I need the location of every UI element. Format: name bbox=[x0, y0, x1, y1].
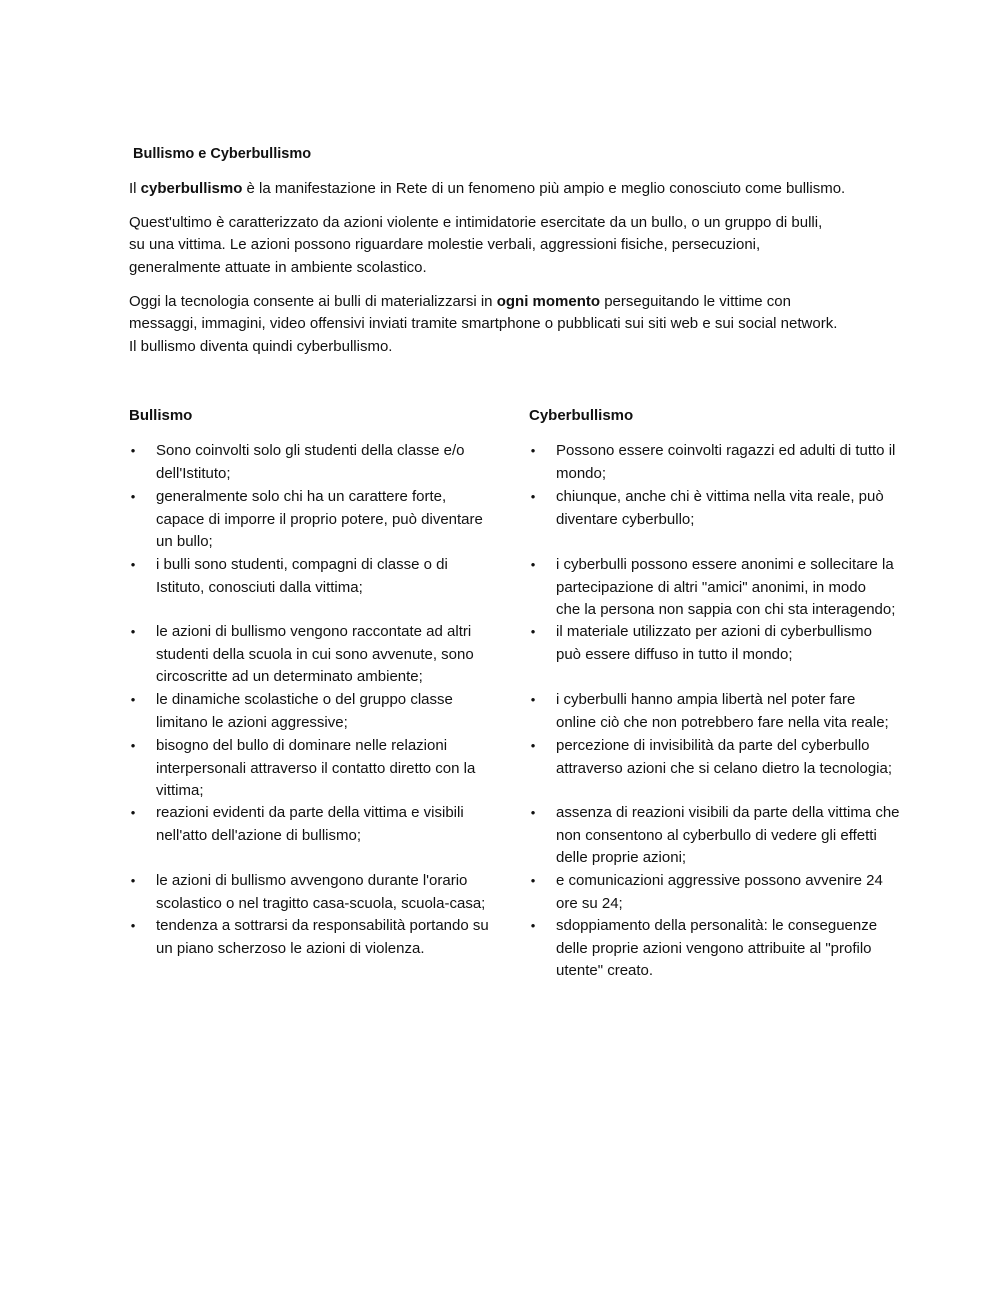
list-item-line: le dinamiche scolastiche o del gruppo classe bbox=[156, 691, 453, 708]
paragraph-line: Quest'ultimo è caratterizzato da azioni violente e intimidatorie esercitate da un bullo, o un gruppo di bulli, bbox=[129, 214, 823, 231]
bullet-icon: • bbox=[130, 738, 136, 753]
bullet-icon: • bbox=[530, 805, 536, 820]
text-run: Oggi la tecnologia consente ai bulli di materializzarsi in bbox=[129, 293, 497, 310]
list-item-line: Sono coinvolti solo gli studenti della classe e/o bbox=[156, 442, 465, 459]
list-item-text bbox=[556, 735, 892, 780]
list-item-line: limitano le azioni aggressive; bbox=[156, 713, 348, 731]
list-item-line: e comunicazioni aggressive possono avvenire 24 bbox=[556, 872, 883, 889]
list-item-line: bisogno del bullo di dominare nelle relazioni bbox=[156, 737, 448, 754]
bullet-icon: • bbox=[530, 624, 536, 639]
list-item-text bbox=[556, 802, 900, 870]
bullet-icon: • bbox=[530, 738, 536, 753]
list-item-text bbox=[556, 870, 883, 915]
bullet-icon: • bbox=[530, 489, 536, 504]
list-item-line: utente" creato. bbox=[556, 962, 654, 979]
list-item-line: le azioni di bullismo vengono raccontate ad altri bbox=[156, 623, 472, 640]
bullet-icon: • bbox=[530, 692, 536, 707]
list-item-line: vittima; bbox=[156, 782, 204, 799]
list-item-line: attraverso azioni che si celano dietro la tecnologia; bbox=[556, 759, 893, 777]
list-item-text bbox=[156, 486, 483, 554]
bold-term-cyberbullismo: cyberbullismo bbox=[140, 180, 243, 197]
bullet-icon: • bbox=[530, 918, 536, 933]
list-item-text bbox=[556, 486, 884, 531]
list-item-line: i bulli sono studenti, compagni di classe o di bbox=[156, 556, 448, 573]
list-item-line: dell'Istituto; bbox=[156, 464, 231, 482]
bullismo-heading: Bullismo bbox=[129, 407, 193, 424]
list-item-line: Istituto, conosciuti dalla vittima; bbox=[156, 578, 363, 596]
list-item-text bbox=[156, 554, 448, 599]
list-item-line: circoscritte ad un determinato ambiente; bbox=[156, 668, 423, 685]
list-item-line: assenza di reazioni visibili da parte della vittima che bbox=[556, 804, 900, 821]
bullet-icon: • bbox=[530, 443, 536, 458]
list-item-text bbox=[156, 621, 474, 689]
text-run: perseguitando le vittime con bbox=[600, 293, 791, 310]
paragraph-line bbox=[129, 291, 889, 313]
bullet-icon: • bbox=[130, 918, 136, 933]
list-item-line: Possono essere coinvolti ragazzi ed adulti di tutto il bbox=[556, 442, 896, 459]
list-item-text bbox=[156, 735, 475, 803]
list-item-text bbox=[556, 689, 889, 734]
list-item-text bbox=[156, 915, 489, 960]
list-item-line: il materiale utilizzato per azioni di cyberbullismo bbox=[556, 623, 872, 640]
bullet-icon: • bbox=[530, 873, 536, 888]
paragraph-line: generalmente attuate in ambiente scolastico. bbox=[129, 258, 427, 276]
text-run: è la manifestazione in Rete di un fenomeno più ampio e meglio conosciuto come bullismo. bbox=[242, 180, 846, 197]
list-item-text bbox=[156, 870, 485, 915]
bullet-icon: • bbox=[130, 489, 136, 504]
list-item-line: percezione di invisibilità da parte del cyberbullo bbox=[556, 737, 870, 754]
bullet-icon: • bbox=[130, 805, 136, 820]
bullet-icon: • bbox=[130, 443, 136, 458]
list-item-line: un bullo; bbox=[156, 533, 213, 550]
list-item-line: delle proprie azioni vengono attribuite al "profilo bbox=[556, 939, 872, 957]
list-item-line: sdoppiamento della personalità: le conseguenze bbox=[556, 917, 878, 934]
list-item-line: che la persona non sappia con chi sta interagendo; bbox=[556, 601, 896, 618]
bold-term-ogni-momento: ogni momento bbox=[496, 293, 601, 310]
intro-paragraph-3 bbox=[129, 291, 889, 358]
list-item-line: i cyberbulli hanno ampia libertà nel poter fare bbox=[556, 691, 856, 708]
bullet-icon: • bbox=[130, 873, 136, 888]
list-item-line: reazioni evidenti da parte della vittima e visibili bbox=[156, 804, 464, 821]
list-item-text bbox=[156, 802, 464, 847]
list-item-line: mondo; bbox=[556, 464, 607, 482]
list-item-line: online ciò che non potrebbero fare nella vita reale; bbox=[556, 713, 889, 731]
bullet-icon: • bbox=[130, 692, 136, 707]
intro-paragraph-1 bbox=[129, 178, 889, 200]
list-item-line: diventare cyberbullo; bbox=[556, 510, 695, 528]
cyberbullismo-heading: Cyberbullismo bbox=[529, 407, 634, 424]
list-item-line: può essere diffuso in tutto il mondo; bbox=[556, 645, 793, 663]
list-item-line: scolastico o nel tragitto casa-scuola, scuola-casa; bbox=[156, 894, 486, 912]
bullet-icon: • bbox=[130, 557, 136, 572]
list-item-line: un piano scherzoso le azioni di violenza. bbox=[156, 939, 425, 957]
list-item-line: interpersonali attraverso il contatto diretto con la bbox=[156, 759, 476, 777]
list-item-line: capace di imporre il proprio potere, può diventare bbox=[156, 510, 483, 528]
list-item-text bbox=[556, 554, 895, 622]
list-item-line: delle proprie azioni; bbox=[556, 849, 687, 866]
list-item-line: studenti della scuola in cui sono avvenute, sono bbox=[156, 645, 474, 663]
list-item-line: le azioni di bullismo avvengono durante l'orario bbox=[156, 872, 468, 889]
list-item-line: partecipazione di altri "amici" anonimi, in modo bbox=[556, 578, 866, 596]
list-item-text bbox=[156, 440, 465, 485]
intro-paragraph-2 bbox=[129, 212, 889, 279]
paragraph-line: messaggi, immagini, video offensivi inviati tramite smartphone o pubblicati sui siti web e sui social network. bbox=[129, 315, 838, 333]
text-run: Il bbox=[129, 180, 141, 197]
list-item-text bbox=[556, 621, 872, 666]
list-item-text bbox=[156, 689, 453, 734]
list-item-line: i cyberbulli possono essere anonimi e sollecitare la bbox=[556, 556, 894, 573]
list-item-line: ore su 24; bbox=[556, 894, 623, 912]
document-title: Bullismo e Cyberbullismo bbox=[133, 146, 312, 162]
paragraph-line: su una vittima. Le azioni possono riguardare molestie verbali, aggressioni fisiche, persecuzioni, bbox=[129, 236, 761, 254]
list-item-line: nell'atto dell'azione di bullismo; bbox=[156, 826, 362, 844]
list-item-line: non consentono al cyberbullo di vedere gli effetti bbox=[556, 826, 877, 844]
list-item-line: generalmente solo chi ha un carattere forte, bbox=[156, 488, 447, 505]
list-item-line: tendenza a sottrarsi da responsabilità portando su bbox=[156, 917, 489, 934]
bullet-icon: • bbox=[130, 624, 136, 639]
list-item-text bbox=[556, 915, 877, 983]
list-item-line: chiunque, anche chi è vittima nella vita reale, può bbox=[556, 488, 884, 505]
list-item-text bbox=[556, 440, 895, 485]
paragraph-line: Il bullismo diventa quindi cyberbullismo. bbox=[129, 337, 393, 355]
bullet-icon: • bbox=[530, 557, 536, 572]
paragraph-line bbox=[129, 178, 889, 200]
